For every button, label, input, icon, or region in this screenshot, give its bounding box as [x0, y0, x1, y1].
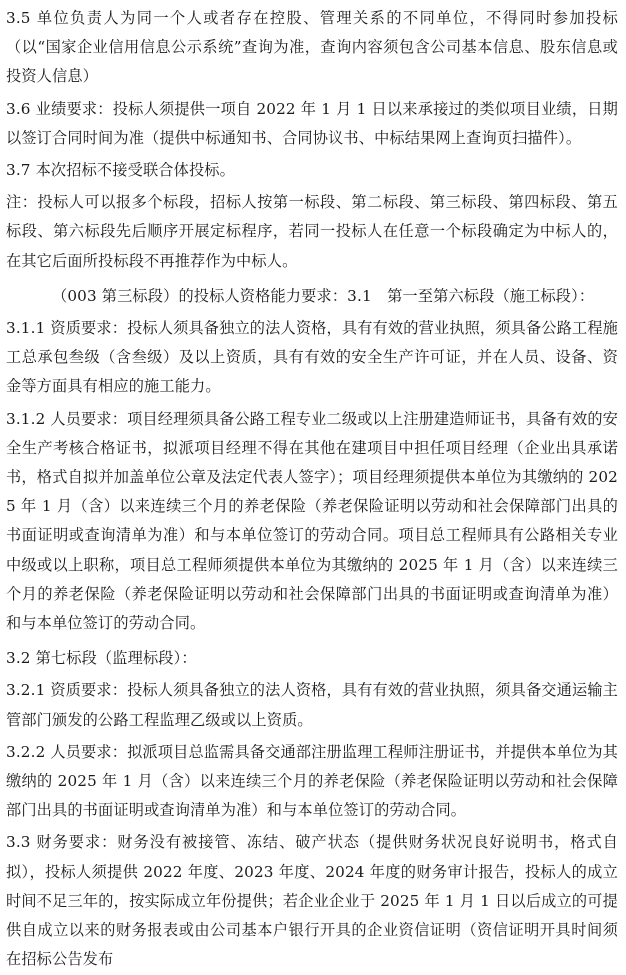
section-003-heading: （003 第三标段）的投标人资格能力要求：3.1 第一至第六标段（施工标段）： [52, 286, 595, 305]
document-page [6, 4, 618, 975]
clause-3-6: 3.6 业绩要求：投标人须提供一项自 2022 年 1 月 1 日以来承接过的类似项目业绩，日期以签订合同时间为准（提供中标通知书、合同协议书、中标结果网上查询页扫描件）。 [6, 99, 618, 147]
clause-3-7: 3.7 本次招标不接受联合体投标。 [6, 161, 235, 180]
clause-3-1-2: 3.1.2 人员要求：项目经理须具备公路工程专业二级或以上注册建造师证书，具备有效的安全生产考核合格证书，拟派项目经理不得在其他在建项目中担任项目经理（企业出具承诺书，格式自拟并加盖单位公章及法定代表人签字）；项目经理须提供本单位为其缴纳的 2025 年 1 月（含）以来连续三个月的养老保险（养老保险证明以劳动和社会保障部门出具的书面证明或查询清单为准）和与本单位签订的劳动合同。项目总工程师具有公路相关专业中级或以上职称，项目总工程师须提供本单位为其缴纳的 2025 年 1 月（含）以来连续三个月的养老保险（养老保险证明以劳动和社会保障部门出具的书面证明或查询清单为准）和与本单位签订的劳动合同。 [6, 409, 618, 633]
clause-3-1-1: 3.1.1 资质要求：投标人须具备独立的法人资格，具有有效的营业执照，须具备公路工程施工总承包叁级（含叁级）及以上资质，具有有效的安全生产许可证，并在人员、设备、资金等方面具有相应的施工能力。 [6, 319, 618, 396]
clause-3-3: 3.3 财务要求：财务没有被接管、冻结、破产状态（提供财务状况良好说明书，格式自拟），投标人须提供 2022 年度、2023 年度、2024 年度的财务审计报告，投标人的成立时间不足三年的，按实际成立年份提供；若企业企业于 2025 年 1 月 1 日以后成立的可提供自成立以来的财务报表或由公司基本户银行开具的企业资信证明（资信证明开具时间须在招标公告发布 [6, 833, 618, 969]
clause-3-2-1: 3.2.1 资质要求：投标人须具备独立的法人资格，具有有效的营业执照，须具备交通运输主管部门颁发的公路工程监理乙级或以上资质。 [6, 681, 618, 729]
clause-3-5: 3.5 单位负责人为同一个人或者存在控股、管理关系的不同单位，不得同时参加投标（以“国家企业信用信息公示系统”查询为准，查询内容须包含公司基本信息、股东信息或投资人信息） [6, 9, 618, 86]
note-paragraph: 注：投标人可以报多个标段，招标人按第一标段、第二标段、第三标段、第四标段、第五标段、第六标段先后顺序开展定标程序，若同一投标人在任意一个标段确定为中标人的，在其它后面所投标段不再推荐作为中标人。 [6, 193, 618, 270]
clause-3-2: 3.2 第七标段（监理标段）： [6, 649, 197, 668]
clause-3-2-2: 3.2.2 人员要求：拟派项目总监需具备交通部注册监理工程师注册证书，并提供本单位为其缴纳的 2025 年 1 月（含）以来连续三个月的养老保险（养老保险证明以劳动和社会保障部门出具的书面证明或查询清单为准）和与本单位签订的劳动合同。 [6, 742, 618, 820]
